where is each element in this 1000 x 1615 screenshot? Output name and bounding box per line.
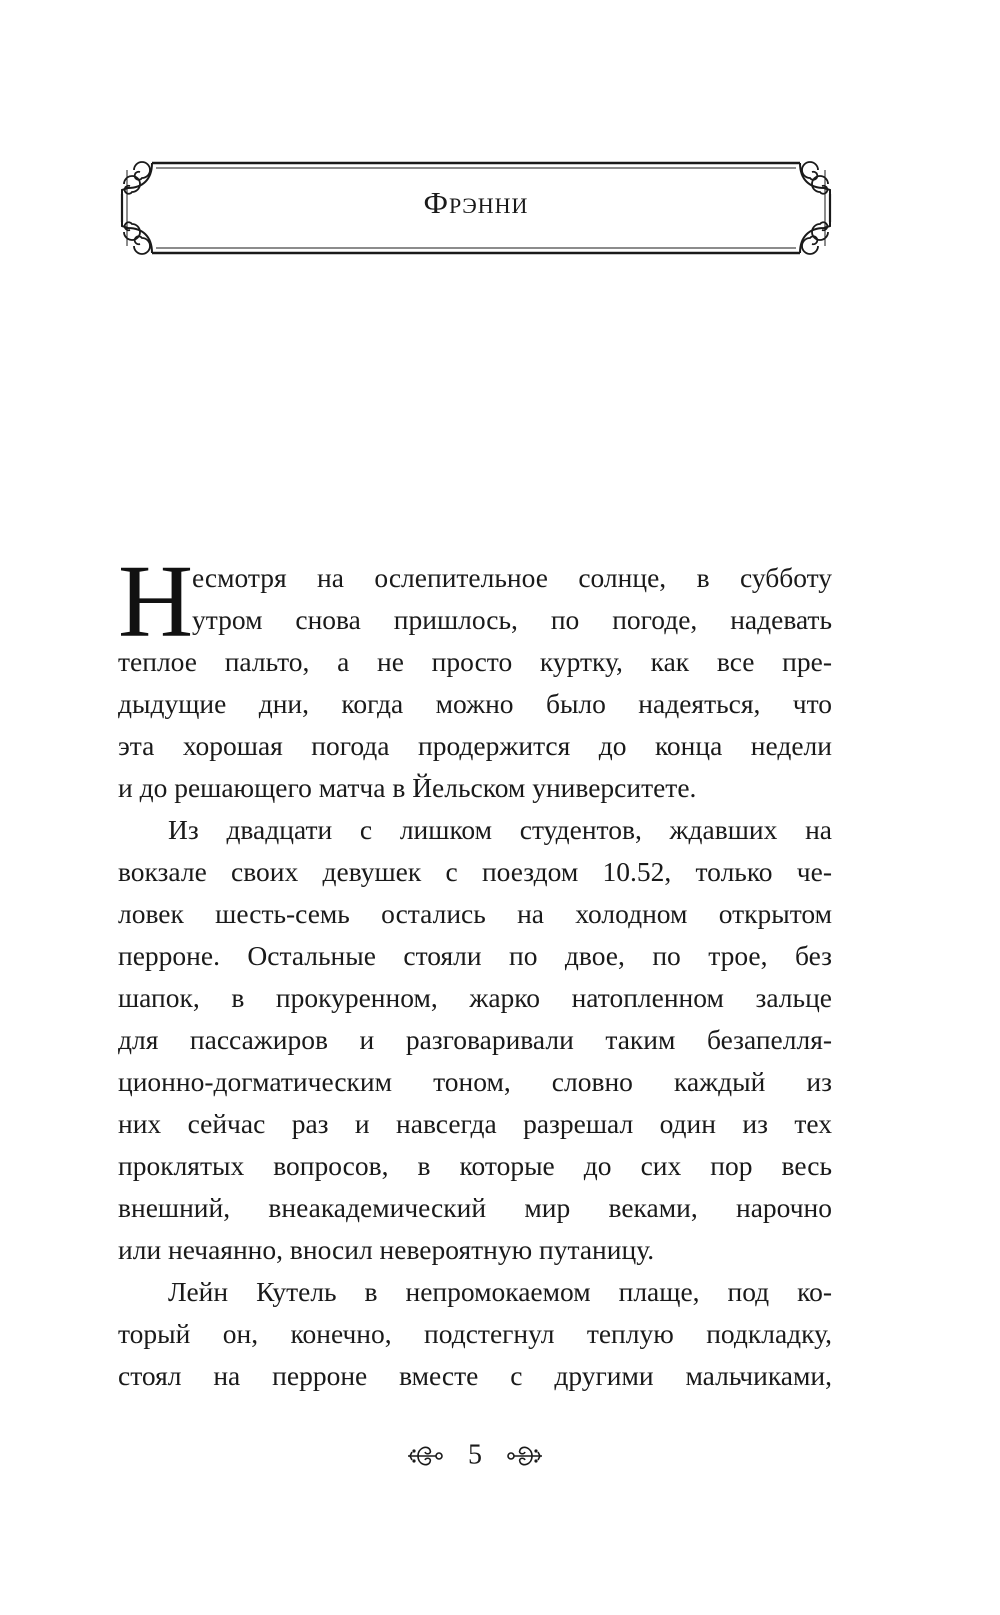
drop-cap: Н xyxy=(118,544,194,659)
fleuron-right-icon xyxy=(506,1443,544,1469)
text-line: вокзале своих девушек с поездом 10.52, только че- xyxy=(118,856,832,887)
text-line: или нечаянно, вносил невероятную путаницу. xyxy=(118,1234,655,1265)
text-line: перроне. Остальные стояли по двое, по трое, без xyxy=(118,940,832,971)
body-text xyxy=(118,544,832,1397)
text-line: ловек шесть-семь остались на холодном открытом xyxy=(118,898,832,929)
text-line: них сейчас раз и навсегда разрешал один из тех xyxy=(118,1108,832,1139)
page-number: 5 xyxy=(468,1439,482,1471)
paragraph-2 xyxy=(118,809,832,1271)
fleuron-left-icon xyxy=(406,1443,444,1469)
text-line: торый он, конечно, подстегнул теплую подкладку, xyxy=(118,1318,832,1349)
text-line: шапок, в прокуренном, жарко натопленном зальце xyxy=(118,982,832,1013)
text-line: ционно-догматическим тоном, словно каждый из xyxy=(118,1066,832,1097)
chapter-title: Фрэнни xyxy=(423,185,529,220)
paragraph-3 xyxy=(118,1271,832,1397)
text-line: внешний, внеакадемический мир веками, нарочно xyxy=(118,1192,832,1223)
text-line: Из двадцати с лишком студентов, ждавших на xyxy=(168,814,832,845)
text-line: эта хорошая погода продержится до конца недели xyxy=(118,730,832,761)
paragraph-1 xyxy=(118,544,832,809)
text-line: проклятых вопросов, в которые до сих пор весь xyxy=(118,1150,832,1181)
text-line: стоял на перроне вместе с другими мальчиками, xyxy=(118,1360,832,1391)
text-line: дыдущие дни, когда можно было надеяться, что xyxy=(118,688,832,719)
page-folio xyxy=(0,1436,950,1474)
text-line: Лейн Кутель в непромокаемом плаще, под ко- xyxy=(168,1276,832,1307)
text-line: есмотря на ослепительное солнце, в субботу xyxy=(192,562,832,593)
text-line: для пассажиров и разговаривали таким безапелля- xyxy=(118,1024,832,1055)
text-line: теплое пальто, а не просто куртку, как все пре- xyxy=(118,646,832,677)
chapter-heading-frame xyxy=(112,150,840,266)
text-line: утром снова пришлось, по погоде, надевать xyxy=(192,604,832,635)
text-line: и до решающего матча в Йельском университете. xyxy=(118,772,697,803)
